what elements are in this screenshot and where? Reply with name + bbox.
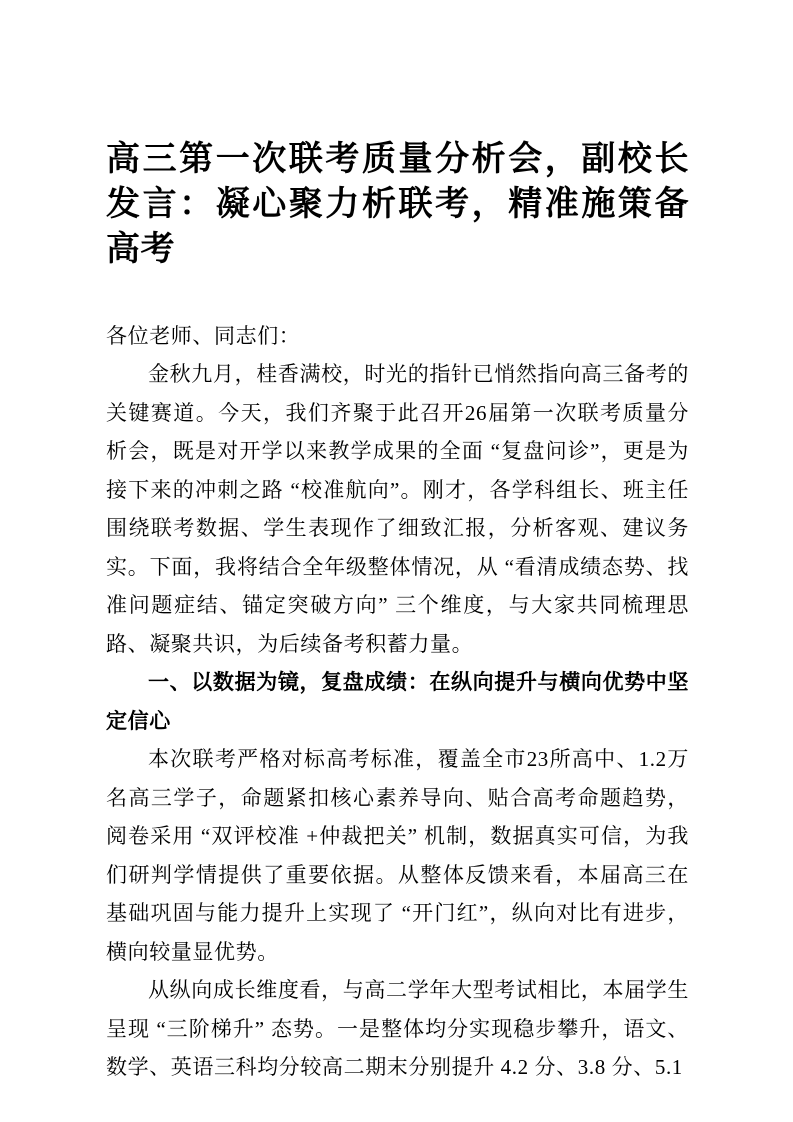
- paragraph-growth-analysis: 从纵向成长维度看，与高二学年大型考试相比，本届学生呈现 “三阶梯升” 态势。一是整体均分实现稳步攀升，语文、数学、英语三科均分较高二期末分别提升 4.2 分、3.8 分、5.1: [106, 978, 689, 1080]
- section-heading-one: 一、以数据为镜，复盘成绩：在纵向提升与横向优势中坚定信心: [106, 670, 689, 733]
- paragraph-salutation: 各位老师、同志们：: [106, 323, 301, 348]
- document-title: 高三第一次联考质量分析会，副校长发言：凝心聚力析联考，精准施策备高考: [106, 141, 689, 268]
- paragraph-intro: 金秋九月，桂香满校，时光的指针已悄然指向高三备考的关键赛道。今天，我们齐聚于此召开26届第一次联考质量分析会，既是对开学以来教学成果的全面 “复盘问诊”，更是为接下来的冲刺之路 “校准航向”。刚才，各学科组长、班主任围绕联考数据、学生表现作了细致汇报，分析客观、建议务实。下面，我将结合全年级整体情况，从 “看清成绩态势、找准问题症结、锚定突破方向” 三个维度，与大家共同梳理思路、凝聚共识，为后续备考积蓄力量。: [106, 362, 689, 656]
- paragraph-exam-overview: 本次联考严格对标高考标准，覆盖全市23所高中、1.2万名高三学子，命题紧扣核心素养导向、贴合高考命题趋势，阅卷采用 “双评校准 +仲裁把关” 机制，数据真实可信，为我们研判学情提供了重要依据。从整体反馈来看，本届高三在基础巩固与能力提升上实现了 “开门红”，纵向对比有进步，横向较量显优势。: [106, 747, 689, 964]
